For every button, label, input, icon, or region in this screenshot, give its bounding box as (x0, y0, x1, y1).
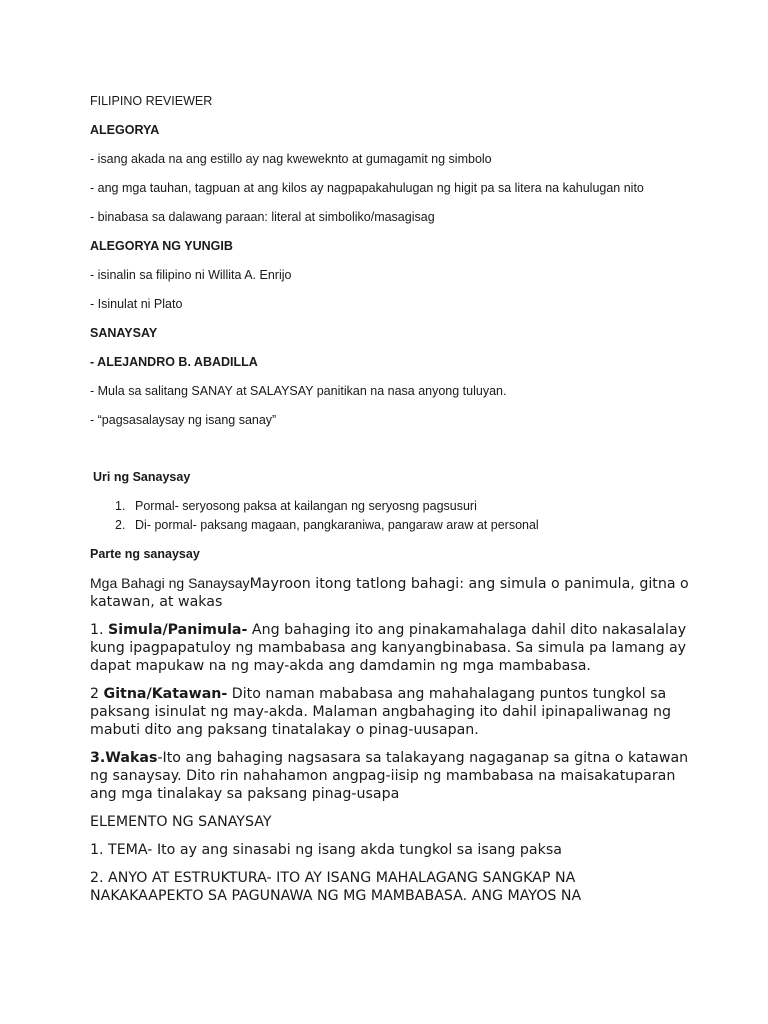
bahagi-rest: Mayroon itong tatlong bahagi: ang simula o panimula, gitna o katawan, at wakas (90, 576, 689, 610)
sanaysay-heading: SANAYSAY (90, 326, 158, 340)
part-number: 2 (90, 686, 104, 702)
part-paragraph-simula (90, 621, 690, 675)
list-number: 1. (115, 499, 126, 513)
list-text: Pormal- seryosong paksa at kailangan ng seryosng pagsusuri (135, 499, 477, 513)
alegorya-item-2: - ang mga tauhan, tagpuan at ang kilos ay nagpapakahulugan ng higit pa sa litera na kahulugan nito (90, 181, 644, 195)
elemento-item-1: 1. TEMA- Ito ay ang sinasabi ng isang akda tungkol sa isang paksa (90, 842, 562, 858)
bahagi-paragraph (90, 574, 690, 611)
document-page (90, 92, 690, 915)
part-term: Gitna/Katawan- (103, 686, 228, 702)
part-text: -Ito ang bahaging nagsasara sa talakayang nagaganap sa gitna o katawan ng sanaysay. Dito rin nahahamon angpag-iisip ng mambabasa na maisakatuparan ang mga tinalakay sa paksang pinag-usapa (90, 750, 689, 802)
part-text: Dito naman mababasa ang mahahalagang puntos tungkol sa paksang isinulat ng may-akda. Malaman angbahaging ito dahil ipinapaliwanag ng mabuti dito ang paksang tinatalakay o pinag-uusapan. (90, 686, 671, 738)
part-paragraph-wakas (90, 749, 690, 803)
list-number: 2. (115, 518, 126, 532)
yungib-item-2: - Isinulat ni Plato (90, 297, 183, 311)
parte-heading: Parte ng sanaysay (90, 547, 200, 561)
sanaysay-item-1: - Mula sa salitang SANAY at SALAYSAY panitikan na nasa anyong tuluyan. (90, 384, 507, 398)
part-term: Simula/Panimula- (108, 622, 248, 638)
author-line: - ALEJANDRO B. ABADILLA (90, 355, 258, 369)
uri-list (115, 497, 690, 535)
part-text: Ang bahaging ito ang pinakamahalaga dahil dito nakasalalay kung ipagpapatuloy ng mambabasa ang kanyangbinabasa. Sa simula pa lamang ay dapat mapukaw na ng may-akda ang damdamin ng mga mambabasa. (90, 622, 687, 674)
list-item (115, 516, 690, 535)
sanaysay-item-2: - “pagsasalaysay ng isang sanay” (90, 413, 277, 427)
alegorya-item-3: - binabasa sa dalawang paraan: literal at simboliko/masagisag (90, 210, 435, 224)
bahagi-lead: Mga Bahagi ng Sanaysay (90, 575, 250, 591)
yungib-heading: ALEGORYA NG YUNGIB (90, 239, 233, 253)
alegorya-item-1: - isang akada na ang estillo ay nag kweweknto at gumagamit ng simbolo (90, 152, 492, 166)
list-text: Di- pormal- paksang magaan, pangkaraniwa, pangaraw araw at personal (135, 518, 539, 532)
elemento-heading: ELEMENTO NG SANAYSAY (90, 814, 272, 830)
part-paragraph-gitna (90, 685, 690, 739)
document-title: FILIPINO REVIEWER (90, 94, 213, 108)
list-item (115, 497, 690, 516)
part-number: 1. (90, 622, 109, 638)
elemento-item-2: 2. ANYO AT ESTRUKTURA- ITO AY ISANG MAHALAGANG SANGKAP NA NAKAKAAPEKTO SA PAGUNAWA NG MG MAMBABASA. ANG MAYOS NA (90, 870, 582, 904)
part-term: Wakas (105, 750, 158, 766)
part-number: 3. (90, 750, 106, 766)
yungib-item-1: - isinalin sa filipino ni Willita A. Enrijo (90, 268, 292, 282)
alegorya-heading: ALEGORYA (90, 123, 160, 137)
spacer (90, 440, 690, 468)
uri-heading: Uri ng Sanaysay (93, 470, 191, 484)
